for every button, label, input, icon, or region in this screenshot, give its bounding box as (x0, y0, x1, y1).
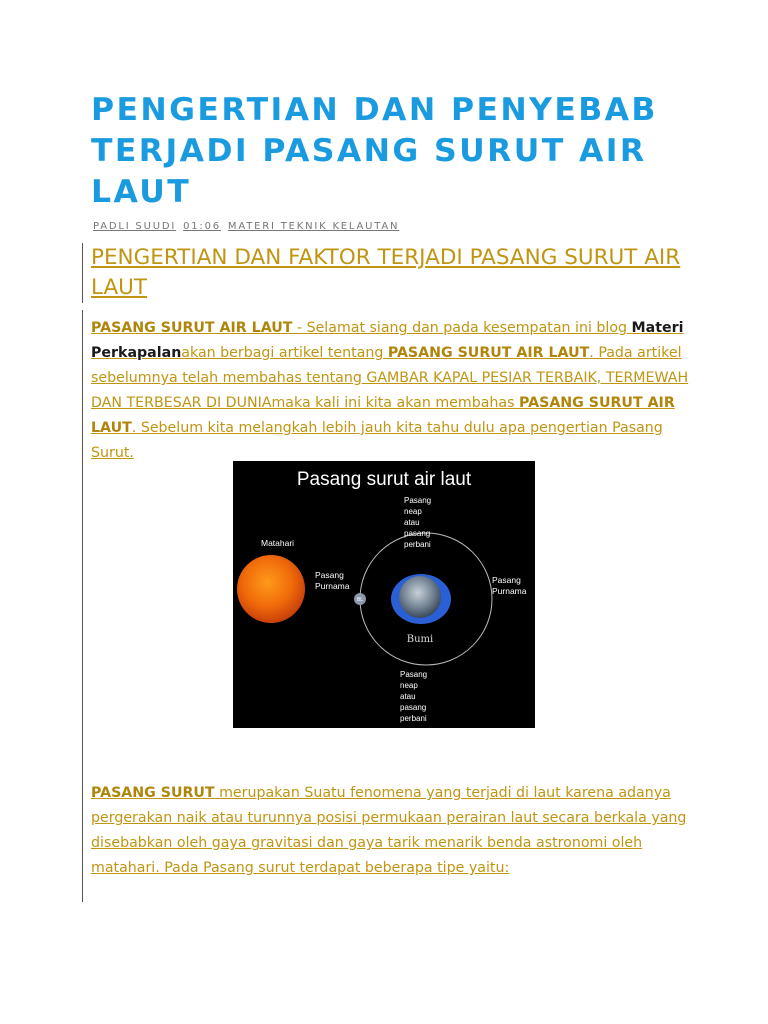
body-paragraph[interactable]: PASANG SURUT merupakan Suatu fenomena yang terjadi di laut karena adanya pergerakan naik atau turunnya posisi permukaan perairan laut secara berkala yang disebabkan oleh gaya gravitasi dan gaya tarik menarik benda astronomi oleh matahari. Pada Pasang surut terdapat beberapa tipe yaitu: (91, 785, 687, 876)
svg-text:Purnama: Purnama (492, 586, 527, 596)
intro-keyword-3: PASANG SURUT AIR LAUT (91, 395, 675, 436)
moon-label: BL (356, 597, 364, 603)
tide-diagram-image (233, 461, 535, 728)
figure-title: Pasang surut air laut (296, 469, 472, 490)
svg-text:Purnama: Purnama (315, 581, 350, 591)
time-link[interactable]: 01:06 (183, 221, 221, 232)
post-heading[interactable]: PENGERTIAN DAN FAKTOR TERJADI PASANG SURUT AIR LAUT (91, 245, 681, 300)
intro-keyword: PASANG SURUT AIR LAUT (91, 320, 293, 336)
bottom-tide-label (400, 670, 427, 723)
svg-text:perbani: perbani (400, 714, 427, 723)
page-title: PENGERTIAN DAN PENYEBAB TERJADI PASANG SURUT AIR LAUT (91, 92, 658, 210)
svg-text:Pasang: Pasang (492, 575, 521, 585)
svg-text:Pasang: Pasang (404, 496, 432, 505)
svg-text:perbani: perbani (404, 540, 431, 549)
svg-text:pasang: pasang (404, 529, 431, 538)
svg-text:atau: atau (404, 518, 420, 527)
category-link[interactable]: MATERI TEKNIK KELAUTAN (227, 221, 400, 232)
left-border-bottom (82, 310, 83, 902)
svg-text:neap: neap (400, 681, 418, 690)
intro-keyword-2: PASANG SURUT AIR LAUT (387, 345, 590, 361)
svg-text:atau: atau (400, 692, 416, 701)
author-link[interactable]: PADLI SUUDI (93, 221, 177, 232)
svg-text:neap: neap (404, 507, 422, 516)
intro-paragraph[interactable]: PASANG SURUT AIR LAUT - Selamat siang dan pada kesempatan ini blog Materi Perkapalanakan berbagi artikel tentang PASANG SURUT AIR LAUT. Pada artikel sebelumnya telah membahas tentang GAMBAR KAPAL PESIAR TERBAIK, TERMEWAH DAN TERBESAR DI DUNIAmaka kali ini kita akan membahas PASANG SURUT AIR LAUT. Sebelum kita melangkah lebih jauh kita tahu dulu apa pengertian Pasang Surut. (91, 320, 689, 461)
left-border-top (82, 243, 83, 303)
svg-text:Pasang: Pasang (400, 670, 428, 679)
left-tide-label (315, 570, 350, 591)
right-tide-label (492, 575, 527, 596)
svg-text:Pasang: Pasang (315, 570, 344, 580)
earth-label: Bumi (406, 634, 434, 645)
sun-label: Matahari (261, 538, 295, 548)
sun-icon (237, 555, 305, 623)
post-meta (93, 221, 399, 232)
earth-icon (399, 576, 441, 618)
blog-name-link[interactable]: Materi Perkapalan (91, 320, 684, 361)
top-tide-label (404, 496, 431, 549)
svg-text:pasang: pasang (400, 703, 427, 712)
body-keyword: PASANG SURUT (91, 785, 215, 801)
